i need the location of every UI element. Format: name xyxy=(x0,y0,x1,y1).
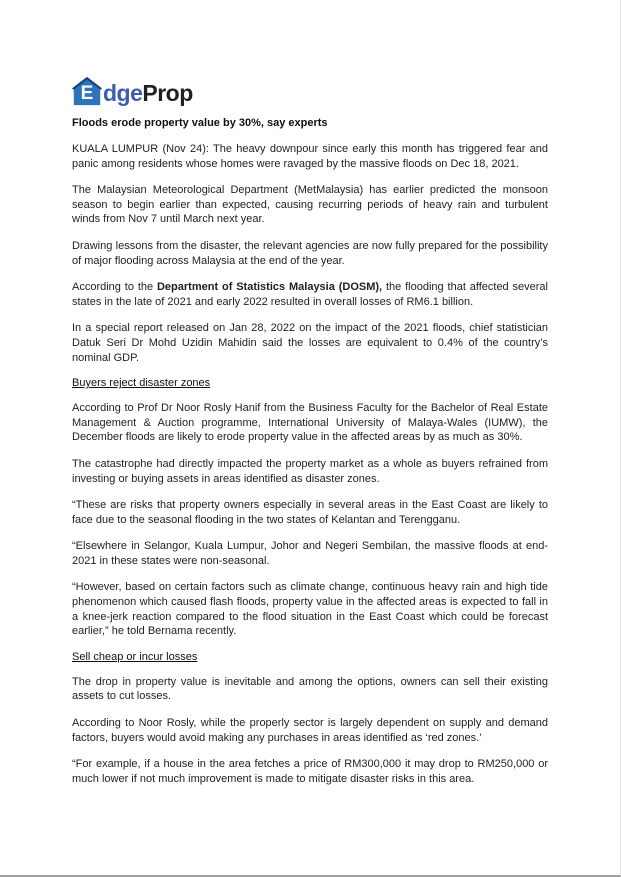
paragraph-intro-downpour: KUALA LUMPUR (Nov 24): The heavy downpour since early this month has triggered fear and panic among residents whose homes were ravaged by the massive floods on Dec 18, 2021. xyxy=(72,143,548,170)
logo-letter-e: E xyxy=(80,83,94,104)
paragraph-price-example: “For example, if a house in the area fetches a price of RM300,000 it may drop to RM250,000 or much lower if not much improvement is made to mitigate disaster risks in this area. xyxy=(72,758,548,785)
section-heading-sell-cheap: Sell cheap or incur losses xyxy=(72,650,198,663)
article-headline: Floods erode property value by 30%, say experts xyxy=(72,117,328,129)
paragraph-red-zones: According to Noor Rosly, while the properly sector is largely dependent on supply and demand factors, buyers would avoid making any purchases in areas identified as ‘red zones.’ xyxy=(72,717,548,744)
paragraph-climate-change-quote: “However, based on certain factors such as climate change, continuous heavy rain and high tide phenomenon which caused flash floods, property value in the affected areas is expected to fall in a knee-jerk reaction compared to the flood situation in the East Coast which could be forecast earlier,” he told Bernama recently. xyxy=(72,581,548,638)
paragraph-dosm-pre: According to the xyxy=(72,281,157,294)
paragraph-non-seasonal-floods: “Elsewhere in Selangor, Kuala Lumpur, Johor and Negeri Sembilan, the massive floods at end-2021 in these states were non-seasonal. xyxy=(72,540,548,567)
edgeprop-logo xyxy=(72,76,548,106)
paragraph-noor-rosly-iumw: According to Prof Dr Noor Rosly Hanif from the Business Faculty for the Bachelor of Real Estate Management & Auction programme, International University of Malaya-Wales (IUMW), the December floods are likely to erode property value in the affected areas by as much as 30%. xyxy=(72,402,548,444)
logo-text-prop: Prop xyxy=(142,80,193,106)
paragraph-east-coast-risks: “These are risks that property owners especially in several areas in the East Coast are likely to face due to the seasonal flooding in the two states of Kelantan and Terengganu. xyxy=(72,499,548,526)
paragraph-dosm-losses xyxy=(72,280,548,309)
paragraph-special-report: In a special report released on Jan 28, 2022 on the impact of the 2021 floods, chief statistician Datuk Seri Dr Mohd Uzidin Mahidin said the losses are equivalent to 0.4% of the country’s nominal GDP. xyxy=(72,322,548,364)
edgeprop-house-icon xyxy=(72,76,102,106)
paragraph-dosm-bold: Department of Statistics Malaysia (DOSM), xyxy=(156,281,383,294)
paragraph-metmalaysia: The Malaysian Meteorological Department (MetMalaysia) has earlier predicted the monsoon season to begin earlier than expected, causing recurring periods of heavy rain and turbulent winds from Nov 7 until March next year. xyxy=(72,184,548,226)
logo-text-dge: dge xyxy=(103,80,143,106)
paragraph-catastrophe-impact: The catastrophe had directly impacted the property market as a whole as buyers refrained from investing or buying assets in areas identified as disaster zones. xyxy=(72,457,548,485)
paragraph-dosm-post: the flooding that affected several states in the late of 2021 and early 2022 resulted in overall losses of RM6.1 billion. xyxy=(72,281,548,308)
paragraph-lessons: Drawing lessons from the disaster, the relevant agencies are now fully prepared for the possibility of major flooding across Malaysia at the end of the year. xyxy=(72,239,548,267)
section-heading-buyers-reject: Buyers reject disaster zones xyxy=(72,377,211,390)
paragraph-drop-inevitable: The drop in property value is inevitable and among the options, owners can sell their existing assets to cut losses. xyxy=(72,675,548,703)
